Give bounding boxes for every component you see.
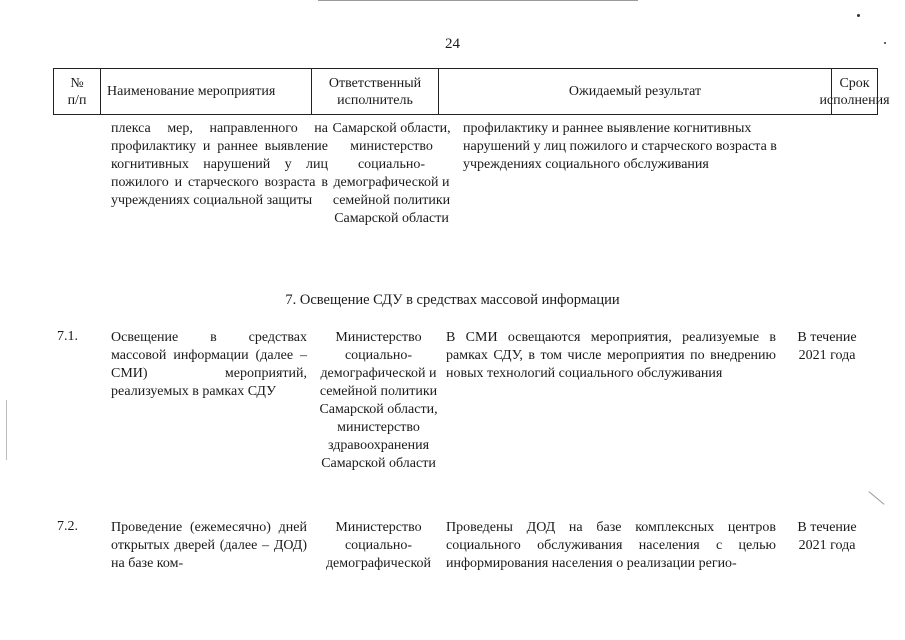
continued-responsible: Самарской области, министерство социально-демографической и семейной политики Самарской области [332,121,451,226]
row-result: Проведены ДОД на базе комплексных центров социального обслуживания населения с целью информирования населения о реализации регио- [446,520,776,571]
continued-result: профилактику и раннее выявление когнитивных нарушений у лиц пожилого и старческого возраста в учреждениях социального обслуживания [463,121,777,172]
header-term [819,69,890,114]
header-number [54,69,101,114]
header-name [101,69,312,114]
row-responsible: Министерство социально-демографической [325,520,432,571]
scan-artifact [869,491,885,505]
table-header [53,68,890,115]
header-result-label: Ожидаемый результат [568,84,702,99]
scan-speck [857,14,860,17]
row-term: В течение 2021 года [797,330,857,363]
header-name-label: Наименование мероприятия [107,84,276,99]
row-number: 7.1. [57,329,78,344]
header-term-label: Срок исполнения [819,75,890,108]
row-name: Проведение (ежемесячно) дней открытых дверей (далее – ДОД) на базе ком- [111,520,307,571]
section-title: 7. Освещение СДУ в средствах массовой информации [285,292,620,308]
top-border-line [318,0,638,1]
row-number: 7.2. [57,519,78,534]
header-responsible [312,69,439,114]
header-responsible-label: Ответственный исполнитель [328,75,422,108]
row-responsible: Министерство социально-демографической и семейной политики Самарской области, министерство здравоохранения Самарской области [319,330,438,471]
continued-name: плекса мер, направленного на профилактику и раннее выявление когнитивных нарушений у лиц пожилого и старческого возраста в учреждениях социальной защиты [111,121,328,208]
page-number: 24 [445,36,460,52]
row-name: Освещение в средствах массовой информации (далее – СМИ) мероприятий, реализуемых в рамках СДУ [111,330,307,399]
scan-artifact [6,400,7,460]
header-result [439,69,832,114]
row-result: В СМИ освещаются мероприятия, реализуемые в рамках СДУ, в том числе мероприятия по внедрению новых технологий социального обслуживания [446,330,776,381]
row-term: В течение 2021 года [797,520,857,553]
header-number-label: № п/п [67,75,87,108]
scan-speck [884,42,886,44]
